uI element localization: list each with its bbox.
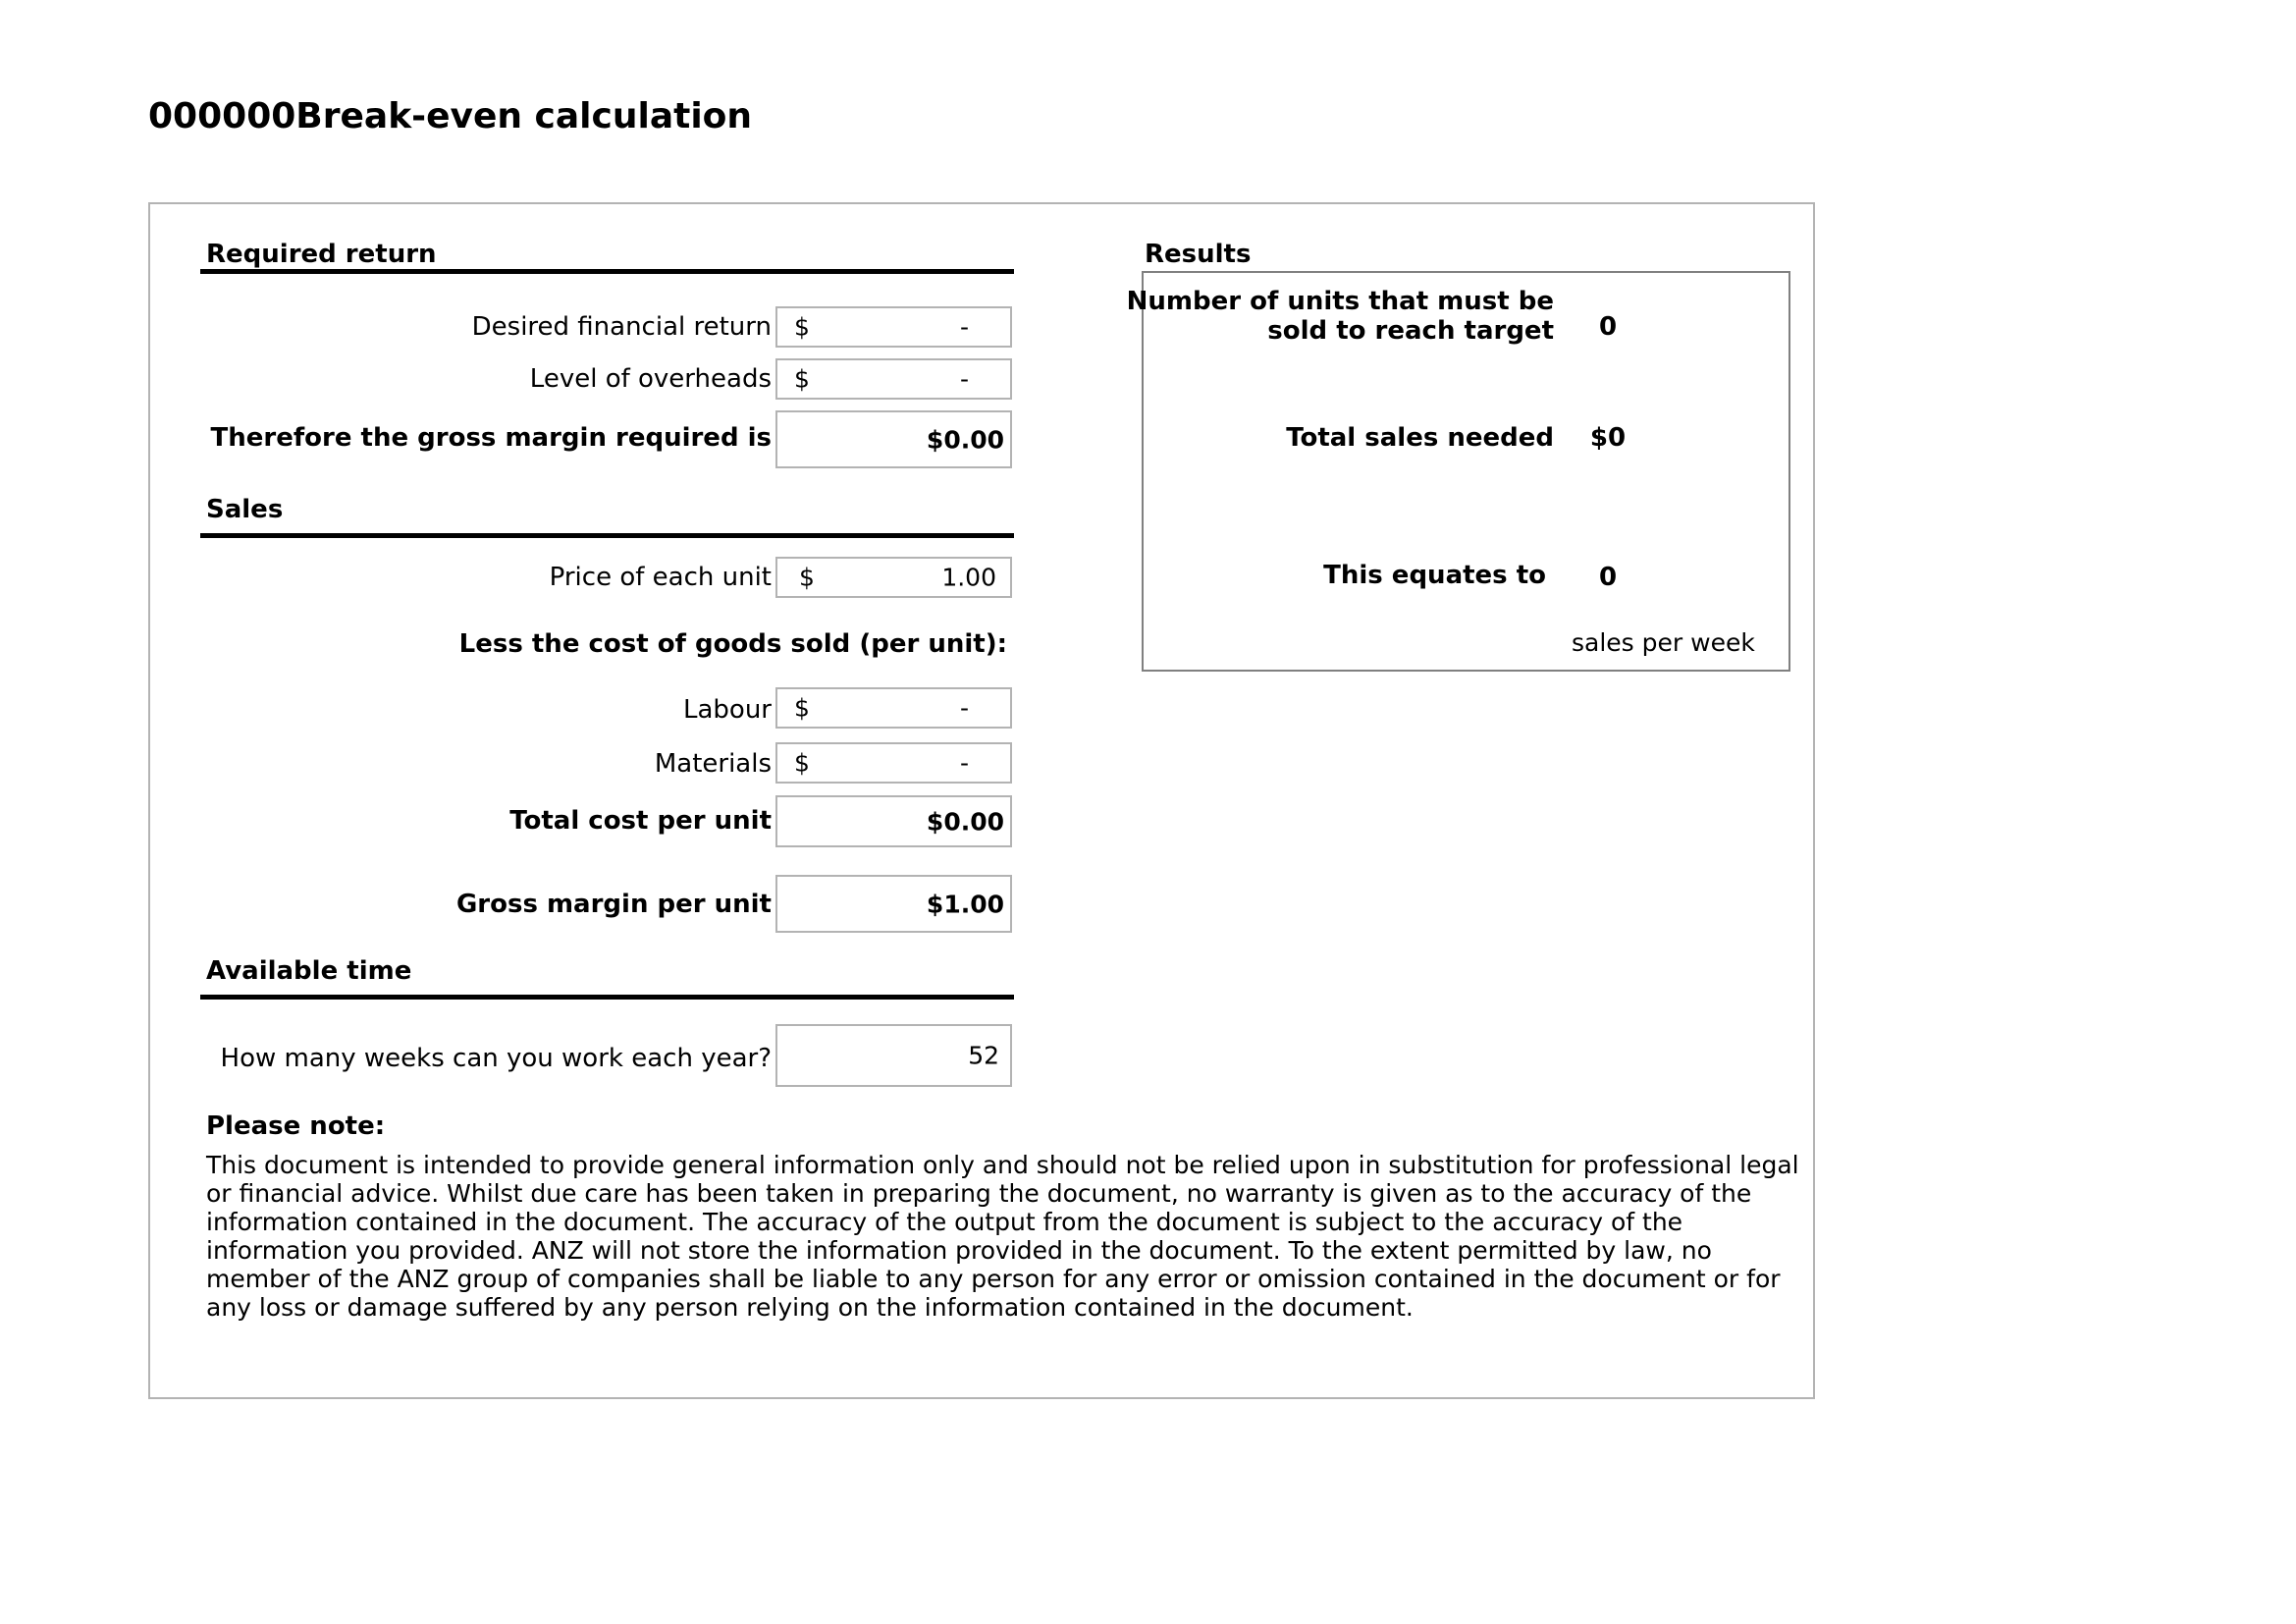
currency-symbol: $ — [794, 693, 810, 723]
units-label-line2: sold to reach target — [1267, 316, 1554, 346]
sales-heading: Sales — [206, 495, 284, 524]
total-cost-value: $0.00 — [926, 807, 1004, 836]
gross-margin-required-field — [775, 410, 1012, 468]
gross-margin-required-label: Therefore the gross margin required is — [210, 423, 772, 453]
disclaimer-line: member of the ANZ group of companies shall be liable to any person for any error or omission contained in the document or for — [206, 1265, 1781, 1293]
materials-label: Materials — [654, 749, 772, 779]
gross-margin-unit-value: $1.00 — [926, 890, 1004, 918]
price-value: 1.00 — [941, 563, 996, 592]
cogs-heading: Less the cost of goods sold (per unit): — [458, 629, 1007, 659]
currency-symbol: $ — [794, 312, 810, 342]
labour-value: - — [959, 693, 969, 723]
gross-margin-unit-label: Gross margin per unit — [455, 890, 772, 919]
currency-symbol: $ — [799, 563, 815, 592]
results-heading: Results — [1145, 240, 1252, 269]
disclaimer-line: information you provided. ANZ will not store the information provided in the document. To the extent permitted by law, no — [206, 1236, 1712, 1265]
weeks-field[interactable] — [775, 1024, 1012, 1087]
required-return-heading: Required return — [206, 240, 437, 269]
note-heading: Please note: — [206, 1111, 386, 1141]
total-cost-label: Total cost per unit — [509, 806, 772, 836]
available-time-rule — [200, 995, 1014, 1000]
page-title: 000000Break-even calculation — [148, 96, 753, 136]
disclaimer-line: information contained in the document. The accuracy of the output from the document is subject to the accuracy of the — [206, 1208, 1683, 1236]
required-return-rule — [200, 269, 1014, 274]
desired-return-value: - — [959, 312, 969, 342]
equates-label: This equates to — [1323, 561, 1546, 590]
sales-rule — [200, 533, 1014, 538]
price-label: Price of each unit — [549, 563, 772, 592]
gross-margin-unit-field — [775, 875, 1012, 933]
units-label-line1: Number of units that must be — [1126, 287, 1554, 316]
weeks-value: 52 — [968, 1041, 999, 1070]
price-field[interactable] — [775, 557, 1012, 598]
total-sales-value: $0 — [1589, 423, 1627, 453]
materials-value: - — [959, 748, 969, 778]
labour-field[interactable] — [775, 687, 1012, 729]
disclaimer-line: any loss or damage suffered by any person relying on the information contained in the document. — [206, 1293, 1414, 1322]
desired-return-label: Desired financial return — [471, 312, 772, 342]
equates-value: 0 — [1598, 563, 1618, 592]
disclaimer-line: This document is intended to provide general information only and should not be relied upon in substitution for professional legal — [206, 1151, 1799, 1179]
overheads-value: - — [959, 364, 969, 394]
gross-margin-required-value: $0.00 — [926, 425, 1004, 454]
labour-label: Labour — [683, 695, 772, 725]
overheads-field[interactable] — [775, 358, 1012, 400]
weeks-label: How many weeks can you work each year? — [220, 1044, 772, 1073]
desired-return-field[interactable] — [775, 306, 1012, 348]
total-sales-label: Total sales needed — [1286, 423, 1554, 453]
currency-symbol: $ — [794, 748, 810, 778]
disclaimer-text — [206, 1151, 1799, 1322]
disclaimer-line: or financial advice. Whilst due care has been taken in preparing the document, no warranty is given as to the accuracy of the — [206, 1179, 1752, 1208]
overheads-label: Level of overheads — [529, 364, 772, 394]
available-time-heading: Available time — [206, 956, 412, 986]
currency-symbol: $ — [794, 364, 810, 394]
materials-field[interactable] — [775, 742, 1012, 784]
total-cost-field — [775, 795, 1012, 847]
units-value: 0 — [1598, 312, 1618, 342]
per-week-label: sales per week — [1572, 628, 1755, 657]
